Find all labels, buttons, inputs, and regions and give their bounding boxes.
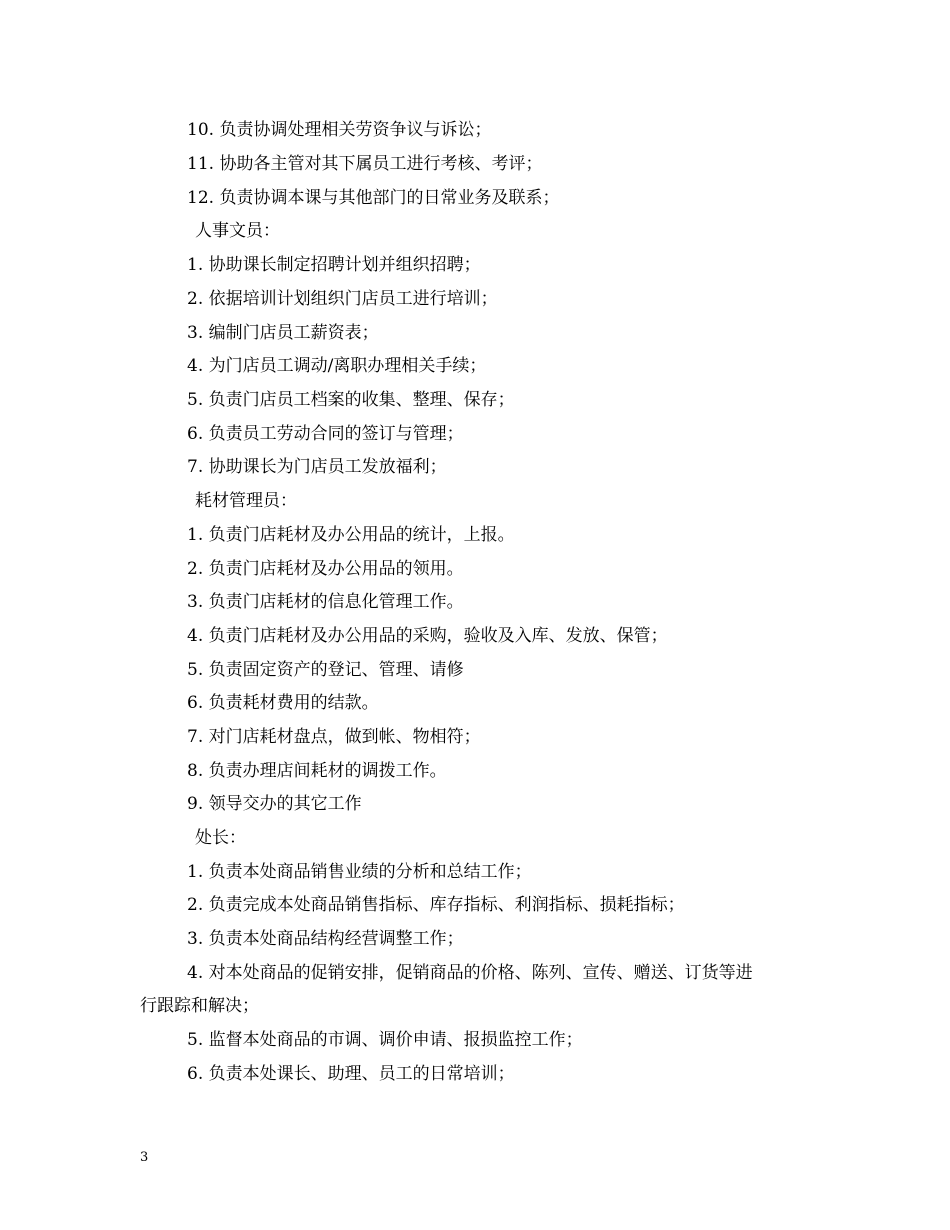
list-item: 1. 负责本处商品销售业绩的分析和总结工作； [187, 862, 532, 882]
list-item-continuation: 行跟踪和解决； [140, 996, 259, 1016]
page-number: 3 [140, 1150, 149, 1165]
list-item: 3. 编制门店员工薪资表； [187, 323, 379, 343]
list-item: 6. 负责耗材费用的结款。 [187, 693, 379, 713]
list-item: 3. 负责本处商品结构经营调整工作； [187, 929, 464, 949]
list-item: 3. 负责门店耗材的信息化管理工作。 [187, 592, 464, 612]
list-item: 6. 负责员工劳动合同的签订与管理； [187, 424, 464, 444]
list-item: 4. 负责门店耗材及办公用品的采购，验收及入库、发放、保管； [187, 626, 668, 646]
list-item: 6. 负责本处课长、助理、员工的日常培训； [187, 1064, 515, 1084]
list-item: 4. 对本处商品的促销安排，促销商品的价格、陈列、宣传、赠送、订货等进 [187, 963, 753, 983]
list-item: 2. 负责完成本处商品销售指标、库存指标、利润指标、损耗指标； [187, 895, 685, 915]
list-item: 2. 负责门店耗材及办公用品的领用。 [187, 559, 464, 579]
list-item: 12. 负责协调本课与其他部门的日常业务及联系； [187, 188, 560, 208]
list-item: 9. 领导交办的其它工作 [187, 794, 362, 814]
list-item: 4. 为门店员工调动/离职办理相关手续； [187, 356, 487, 376]
list-item: 1. 协助课长制定招聘计划并组织招聘； [187, 255, 481, 275]
section-heading-section-chief: 处长： [195, 828, 246, 848]
list-item: 1. 负责门店耗材及办公用品的统计，上报。 [187, 525, 515, 545]
list-item: 2. 依据培训计划组织门店员工进行培训； [187, 289, 498, 309]
section-heading-hr-clerk: 人事文员： [195, 221, 280, 241]
list-item: 8. 负责办理店间耗材的调拨工作。 [187, 761, 447, 781]
list-item: 5. 负责门店员工档案的收集、整理、保存； [187, 390, 515, 410]
list-item: 7. 对门店耗材盘点，做到帐、物相符； [187, 727, 481, 747]
section-heading-supplies-admin: 耗材管理员： [195, 491, 297, 511]
list-item: 5. 监督本处商品的市调、调价申请、报损监控工作； [187, 1030, 583, 1050]
list-item: 11. 协助各主管对其下属员工进行考核、考评； [187, 154, 543, 174]
list-item: 10. 负责协调处理相关劳资争议与诉讼； [187, 120, 492, 140]
list-item: 5. 负责固定资产的登记、管理、请修 [187, 660, 464, 680]
list-item: 7. 协助课长为门店员工发放福利； [187, 457, 447, 477]
